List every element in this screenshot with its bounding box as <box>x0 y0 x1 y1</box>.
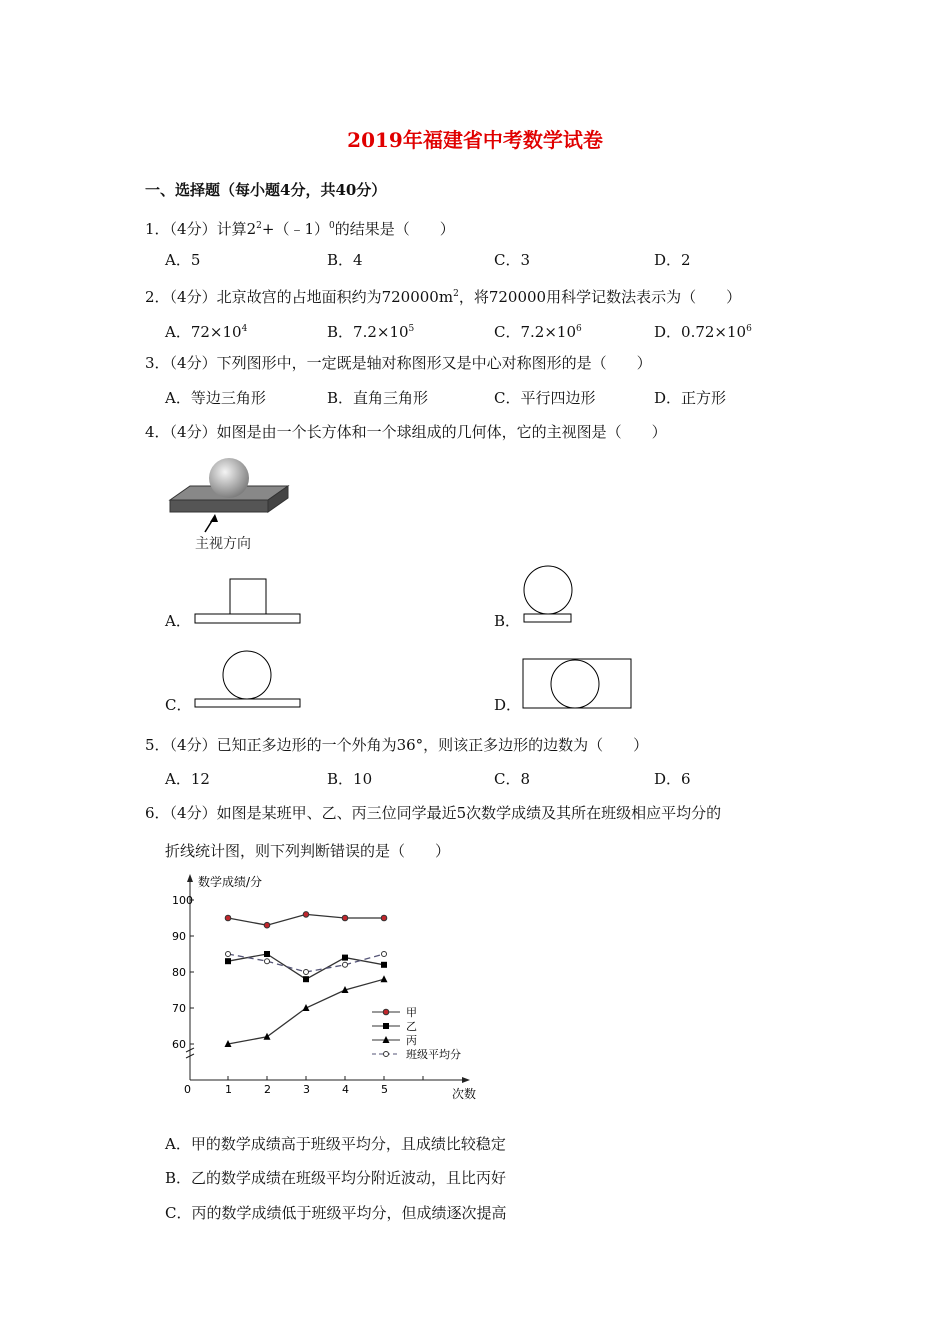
option-d <box>654 319 752 342</box>
y-tick-label: 70 <box>172 1002 186 1015</box>
data-point <box>342 955 348 961</box>
q-text: ，将720000用科学记数法表示为（ ） <box>458 288 742 306</box>
y-tick-label: 90 <box>172 930 186 943</box>
circle-shape <box>551 660 599 708</box>
option-d-figure <box>522 657 634 711</box>
q-num: 5． <box>145 736 170 754</box>
opt-text: C．7.2×10 <box>494 323 576 341</box>
legend-marker <box>383 1023 389 1029</box>
q-text: 北京故宫的占地面积约为720000m <box>216 288 454 306</box>
x-tick-label: 4 <box>342 1083 349 1096</box>
option-d: D．2 <box>654 251 691 269</box>
legend-label: 班级平均分 <box>406 1048 461 1061</box>
rect-shape <box>523 659 631 708</box>
option-c: C．3 <box>494 251 531 269</box>
x-tick-label: 2 <box>264 1083 271 1096</box>
option-b <box>327 319 414 342</box>
q-score: （4分） <box>169 354 217 372</box>
data-point <box>381 962 387 968</box>
opt-exp: 6 <box>576 324 582 334</box>
q-text: 的结果是（ ） <box>334 220 455 238</box>
q-score: （4分） <box>169 804 217 822</box>
data-point <box>264 1033 271 1040</box>
y-axis-arrow-icon <box>187 874 193 882</box>
q-score: （4分） <box>169 423 217 441</box>
option-b: B． <box>494 612 521 630</box>
option-b: B．乙的数学成绩在班级平均分附近波动，且比丙好 <box>165 1169 507 1187</box>
q-text: 如图是某班甲、乙、丙三位同学最近5次数学成绩及其所在班级相应平均分的 <box>216 804 722 822</box>
legend-label: 甲 <box>406 1006 417 1019</box>
q-text: 如图是由一个长方体和一个球组成的几何体，它的主视图是（ ） <box>216 423 667 441</box>
data-point <box>343 962 348 967</box>
data-point <box>225 915 231 921</box>
q-text: 计算2 <box>216 220 257 238</box>
q-text: +（﹣1） <box>261 220 329 238</box>
q-score: （4分） <box>169 736 217 754</box>
legend-label: 乙 <box>406 1020 417 1033</box>
option-b: B．10 <box>327 770 373 788</box>
q-score: （4分） <box>169 220 217 238</box>
slab-front <box>170 500 268 512</box>
page-title: 2019年福建省中考数学试卷 <box>347 128 603 152</box>
y-tick-label: 100 <box>172 894 193 907</box>
opt-exp: 5 <box>408 324 415 334</box>
arrow-head-icon <box>210 514 218 522</box>
q-num: 2． <box>145 288 170 306</box>
data-point <box>304 970 309 975</box>
option-a: A． <box>165 612 191 630</box>
data-point <box>265 959 270 964</box>
q-score: （4分） <box>169 288 217 306</box>
rect-shape <box>524 614 571 622</box>
data-point <box>303 912 309 918</box>
question-5 <box>145 735 648 755</box>
x-tick-label: 1 <box>225 1083 232 1096</box>
q-num: 1． <box>145 220 170 238</box>
circle-shape <box>524 566 572 614</box>
question-6-cont: 折线统计图，则下列判断错误的是（ ） <box>165 842 451 860</box>
legend-marker <box>384 1052 389 1057</box>
option-a-figure <box>194 578 304 626</box>
y-tick-label: 60 <box>172 1038 186 1051</box>
option-c: C． <box>165 696 192 714</box>
option-d: D． <box>494 696 522 714</box>
question-6 <box>145 803 721 823</box>
data-point <box>225 958 231 964</box>
option-c: C．丙的数学成绩低于班级平均分，但成绩逐次提高 <box>165 1204 507 1222</box>
option-c <box>494 319 582 342</box>
x-tick-label: 3 <box>303 1083 310 1096</box>
q-text: 已知正多边形的一个外角为36°，则该正多边形的边数为（ ） <box>216 736 649 754</box>
data-point <box>264 922 270 928</box>
option-d: D．6 <box>654 770 691 788</box>
view-direction-label: 主视方向 <box>195 536 251 552</box>
data-point <box>382 952 387 957</box>
data-point <box>381 975 388 982</box>
option-b: B．4 <box>327 251 363 269</box>
opt-exp: 6 <box>746 324 752 334</box>
q-sup: 2 <box>453 289 459 299</box>
series-line-2 <box>228 979 384 1044</box>
y-tick-label: 80 <box>172 966 186 979</box>
q-text: 下列图形中，一定既是轴对称图形又是中心对称图形的是（ ） <box>216 354 652 372</box>
option-c-figure <box>194 650 304 710</box>
sphere <box>209 458 249 498</box>
option-b-figure <box>522 565 577 625</box>
q-sup: 0 <box>329 221 335 231</box>
opt-text: A．72×10 <box>165 323 242 341</box>
rect-shape <box>195 699 300 707</box>
circle-shape <box>223 651 271 699</box>
option-a: A．5 <box>165 251 201 269</box>
line-chart <box>160 870 490 1110</box>
data-point <box>226 952 231 957</box>
option-d: D．正方形 <box>654 389 727 407</box>
question-1 <box>145 216 455 239</box>
data-point <box>342 915 348 921</box>
q-num: 3． <box>145 354 170 372</box>
legend-marker <box>383 1009 389 1015</box>
option-b: B．直角三角形 <box>327 389 429 407</box>
y-axis-label: 数学成绩/分 <box>198 875 263 889</box>
x-axis-arrow-icon <box>462 1077 470 1083</box>
question-2 <box>145 284 741 307</box>
rect-shape <box>195 614 300 623</box>
option-a: A．等边三角形 <box>165 389 266 407</box>
option-a: A．甲的数学成绩高于班级平均分，且成绩比较稳定 <box>165 1135 506 1153</box>
x-tick-label: 5 <box>381 1083 388 1096</box>
option-c: C．8 <box>494 770 531 788</box>
question-4 <box>145 422 667 442</box>
opt-exp: 4 <box>241 324 248 334</box>
solid-figure <box>165 452 295 557</box>
x-axis-label: 次数 <box>452 1087 477 1101</box>
data-point <box>303 976 309 982</box>
q-sup: 2 <box>256 221 262 231</box>
legend-label: 丙 <box>406 1034 417 1047</box>
question-3 <box>145 353 652 373</box>
opt-text: D．0.72×10 <box>654 323 747 341</box>
q-num: 4． <box>145 423 170 441</box>
section-heading: 一、选择题（每小题4分，共40分） <box>145 181 387 199</box>
origin-label: 0 <box>184 1083 191 1096</box>
option-a: A．12 <box>165 770 210 788</box>
option-a <box>165 319 247 342</box>
data-point <box>381 915 387 921</box>
opt-text: B．7.2×10 <box>327 323 409 341</box>
option-c: C．平行四边形 <box>494 389 596 407</box>
q-num: 6． <box>145 804 170 822</box>
square-shape <box>230 579 266 614</box>
data-point <box>264 951 270 957</box>
